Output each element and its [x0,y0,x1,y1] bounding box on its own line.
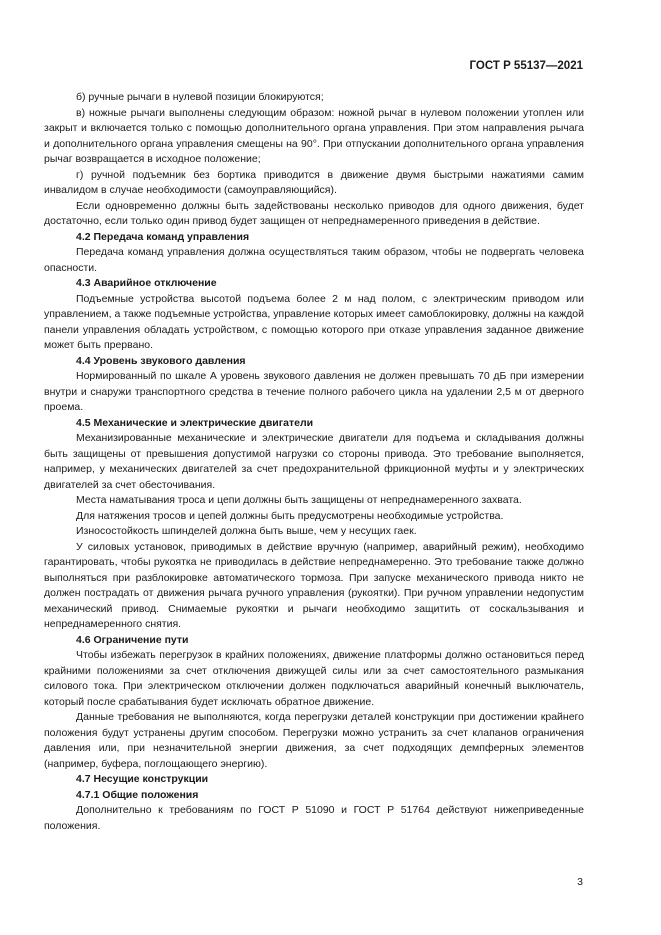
paragraph: Передача команд управления должна осуществляться таким образом, чтобы не подвергать человека опасности. [44,246,584,274]
paragraph: Данные требования не выполняются, когда перегрузки деталей конструкции при достижении крайнего положения будут устранены другим способом. Перегрузки можно устранить за счет клапанов ограничения давления или, при незначительной энергии движения, за счет подходящих демпферных элементов (например, буфера, поглощающего энергию). [44,711,584,770]
paragraph: Если одновременно должны быть задействованы несколько приводов для одного движения, будет достаточно, если только один привод будет защищен от непреднамеренного приведения в действие. [44,199,584,227]
section-heading: 4.7 Несущие конструкции [76,773,209,785]
section-heading: 4.6 Ограничение пути [76,633,189,646]
paragraph: Подъемные устройства высотой подъема более 2 м над полом, с электрическим приводом или управлением, а также подъемные устройства, управление которых имеет самоблокировку, должны на каждой панели управления обладать устройством, с помощью которого при отказе управления заданное движение может быть прервано. [44,292,584,351]
paragraph: Дополнительно к требованиям по ГОСТ Р 51090 и ГОСТ Р 51764 действуют нижеприведенные положения. [44,804,584,832]
paragraph: Чтобы избежать перегрузок в крайних положениях, движение платформы должно остановиться перед крайними положениями за счет отключения движущей силы или за счет самостоятельного размыкания силового тока. При электрическом отключении должен подключаться аварийный конечный выключатель, который после срабатывания будет исключать обратное движение. [44,649,584,708]
document-header: ГОСТ Р 55137—2021 [469,60,583,72]
paragraph: г) ручной подъемник без бортика приводится в движение двумя быстрыми нажатиями самим инвалидом в случае необходимости (самоуправляющийся). [44,168,584,196]
paragraph: в) ножные рычаги выполнены следующим образом: ножной рычаг в нулевом положении утоплен или закрыт и включается только с помощью дополнительного органа управления. При этом направления рычага и дополнительного органа управления смещены на 90°. При отпускании дополнительного органа управления рычаг возвращается в исходное положение; [44,106,584,165]
paragraph: Нормированный по шкале А уровень звукового давления не должен превышать 70 дБ при измерении внутри и снаружи транспортного средства в течение полного рабочего цикла на удалении 2,5 м от дверного проема. [44,370,584,413]
section-heading: 4.4 Уровень звукового давления [76,354,246,367]
section-heading: 4.5 Механические и электрические двигатели [76,416,314,429]
subsection-heading: 4.7.1 Общие положения [76,788,199,801]
paragraph: Места наматывания троса и цепи должны быть защищены от непреднамеренного захвата. [76,494,522,506]
paragraph: б) ручные рычаги в нулевой позиции блокируются; [76,91,324,103]
paragraph: Для натяжения тросов и цепей должны быть предусмотрены необходимые устройства. [76,509,504,522]
paragraph: У силовых установок, приводимых в действие вручную (например, аварийный режим), необходимо гарантировать, чтобы рукоятка не приводилась в действие непреднамеренно. Это требование также должно выполняться при разблокировке автоматического тормоза. При запуске механического привода никто не должен пострадать от движения рычага ручного управления (рукоятки). При ручном управлении недопустим механический привод. Снимаемые рукоятки и рычаги необходимо защитить от соскальзывания и непреднамеренного снятия. [44,540,584,630]
section-heading: 4.2 Передача команд управления [76,230,250,243]
paragraph: Износостойкость шпинделей должна быть выше, чем у несущих гаек. [76,525,417,537]
document-body [44,90,584,834]
page-number: 3 [577,876,583,888]
section-heading: 4.3 Аварийное отключение [76,277,217,289]
paragraph: Механизированные механические и электрические двигатели для подъема и складывания должны быть защищены от превышения допустимой нагрузки со стороны привода. Это требование выполняется, например, у механических двигателей за счет предохранительной фрикционной муфты и у электрических двигателей за счет обесточивания. [44,432,584,491]
